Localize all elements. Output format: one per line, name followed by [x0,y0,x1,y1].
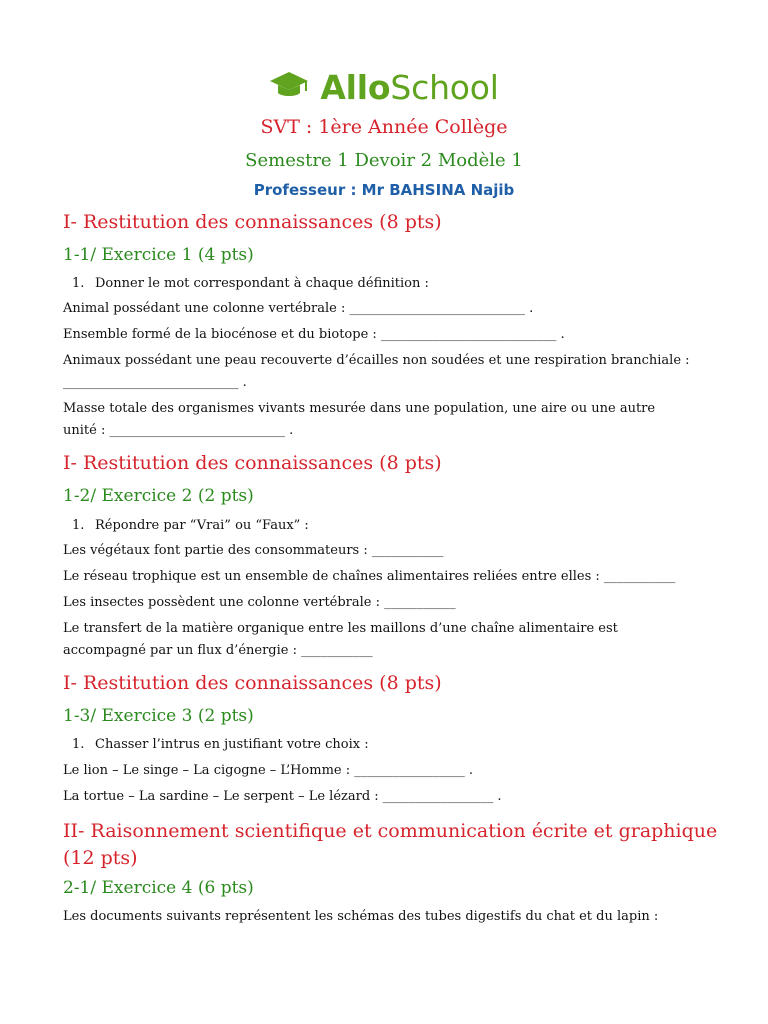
instruction-text: Chasser l’intrus en justifiant votre choix : [95,737,369,752]
section-heading: I- Restitution des connaissances (8 pts) [63,452,442,474]
true-false-line: Les végétaux font partie des consommateurs : ___________ [63,543,444,558]
list-number: 1. [72,518,85,533]
instruction-text: Répondre par “Vrai” ou “Faux” : [95,518,309,533]
exercise-heading: 1-2/ Exercice 2 (2 pts) [63,486,254,506]
true-false-line: Les insectes possèdent une colonne vertébrale : ___________ [63,595,456,610]
list-number: 1. [72,276,85,291]
intruder-line: Le lion – Le singe – La cigogne – L’Homme : _________________ . [63,763,474,778]
definition-line: Ensemble formé de la biocénose et du biotope : ___________________________ . [63,327,565,342]
definition-line: Animal possédant une colonne vertébrale : ___________________________ . [63,301,534,316]
instruction-text: Donner le mot correspondant à chaque définition : [95,276,429,291]
definition-line: Animaux possédant une peau recouverte d’écailles non soudées et une respiration branchiale : ___________________________ . [63,353,690,390]
section-heading: I- Restitution des connaissances (8 pts) [63,672,442,694]
logo-bold: Allo [320,67,391,107]
graduation-cap-icon [269,69,309,101]
logo-wordmark [320,63,498,113]
logo-regular: School [390,67,499,107]
section-heading: II- Raisonnement scientifique et communication écrite et graphique (12 pts) [63,820,718,869]
document-subtitle: Semestre 1 Devoir 2 Modèle 1 [245,150,523,171]
list-number: 1. [72,737,85,752]
teacher-name: Professeur : Mr BAHSINA Najib [253,181,515,199]
instruction-item [72,737,722,752]
section-heading: I- Restitution des connaissances (8 pts) [63,211,442,233]
definition-line: Masse totale des organismes vivants mesurée dans une population, une aire ou une autre unité : ___________________________ . [63,401,656,438]
document-intro: Les documents suivants représentent les schémas des tubes digestifs du chat et du lapin : [63,909,659,924]
instruction-item [72,518,722,533]
true-false-line: Le réseau trophique est un ensemble de chaînes alimentaires reliées entre elles : ___________ [63,569,676,584]
alloschool-logo[interactable] [0,62,768,112]
instruction-item [72,276,722,291]
exercise-heading: 2-1/ Exercice 4 (6 pts) [63,878,254,898]
document-title: SVT : 1ère Année Collège [260,116,508,138]
intruder-line: La tortue – La sardine – Le serpent – Le lézard : _________________ . [63,789,502,804]
exercise-heading: 1-1/ Exercice 1 (4 pts) [63,245,254,265]
true-false-line: Le transfert de la matière organique entre les maillons d’une chaîne alimentaire est accompagné par un flux d’énergie : ___________ [63,621,618,658]
exercise-heading: 1-3/ Exercice 3 (2 pts) [63,706,254,726]
